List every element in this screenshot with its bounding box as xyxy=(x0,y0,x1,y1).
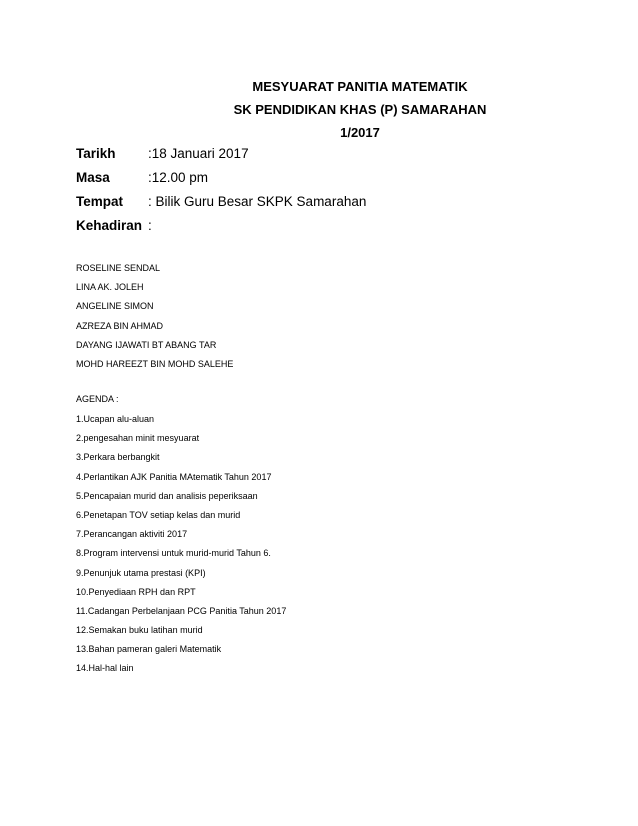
agenda-item: 4.Perlantikan AJK Panitia MAtematik Tahun 2017 xyxy=(76,471,272,482)
detail-row-date xyxy=(76,144,536,168)
attendee-name: LINA AK. JOLEH xyxy=(76,282,144,293)
attendee-name: DAYANG IJAWATI BT ABANG TAR xyxy=(76,339,217,350)
agenda-item: 1.Ucapan alu-aluan xyxy=(76,414,155,424)
agenda-item: 11.Cadangan Perbelanjaan PCG Panitia Tahun 2017 xyxy=(76,605,287,616)
agenda-item: 12.Semakan buku latihan murid xyxy=(76,625,203,636)
time-label: Masa xyxy=(76,170,110,185)
agenda-item: 5.Pencapaian murid dan analisis peperiksaan xyxy=(76,490,258,501)
school-name: SK PENDIDIKAN KHAS (P) SAMARAHAN xyxy=(233,102,487,117)
date-label: Tarikh xyxy=(76,146,116,161)
attendee-name: AZREZA BIN AHMAD xyxy=(76,320,164,331)
meeting-number: 1/2017 xyxy=(340,125,380,140)
attendee-name: ANGELINE SIMON xyxy=(76,301,154,312)
date-value: :18 Januari 2017 xyxy=(148,146,249,161)
attendee-name: ROSELINE SENDAL xyxy=(76,263,161,273)
document-header xyxy=(180,76,540,144)
agenda-item: 13.Bahan pameran galeri Matematik xyxy=(76,644,222,655)
agenda-item: 14.Hal-hal lain xyxy=(76,663,134,674)
attendance-label: Kehadiran xyxy=(76,218,143,233)
venue-label: Tempat xyxy=(76,194,124,209)
agenda-item: 6.Penetapan TOV setiap kelas dan murid xyxy=(76,509,241,520)
attendee-list xyxy=(76,262,536,377)
agenda-item: 7.Perancangan aktiviti 2017 xyxy=(76,529,188,540)
detail-row-attendance xyxy=(76,216,536,240)
time-value: :12.00 pm xyxy=(148,170,209,185)
agenda-heading: AGENDA : xyxy=(76,394,119,404)
meeting-title: MESYUARAT PANITIA MATEMATIK xyxy=(252,79,468,94)
meeting-details xyxy=(76,144,536,240)
agenda-section xyxy=(76,393,536,682)
attendee-name: MOHD HAREEZT BIN MOHD SALEHE xyxy=(76,358,234,369)
agenda-item: 8.Program intervensi untuk murid-murid Tahun 6. xyxy=(76,548,271,559)
detail-row-venue xyxy=(76,192,536,216)
agenda-item: 9.Penunjuk utama prestasi (KPI) xyxy=(76,567,206,578)
venue-value: : Bilik Guru Besar SKPK Samarahan xyxy=(148,194,367,209)
detail-row-time xyxy=(76,168,536,192)
attendance-value: : xyxy=(148,218,152,233)
agenda-item: 3.Perkara berbangkit xyxy=(76,452,160,463)
agenda-item: 2.pengesahan minit mesyuarat xyxy=(76,433,200,444)
agenda-item: 10.Penyediaan RPH dan RPT xyxy=(76,586,196,597)
